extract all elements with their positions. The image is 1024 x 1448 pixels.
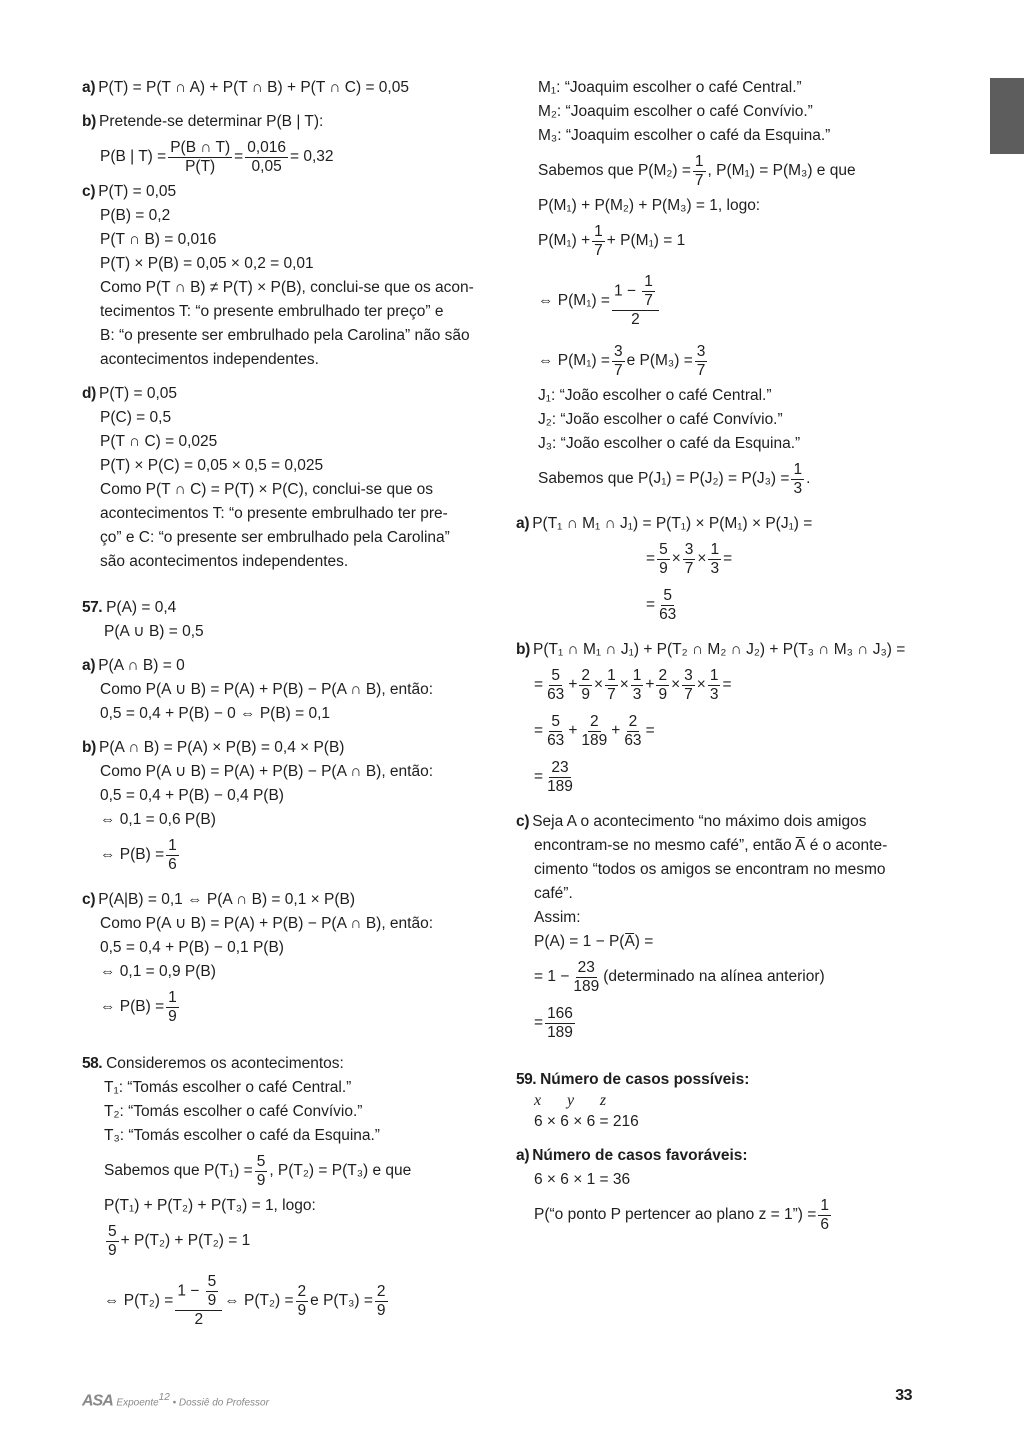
text-line: cimento “todos os amigos se encontram no mesmo xyxy=(534,861,886,878)
fraction: $\frac{3}{7}$ xyxy=(684,540,694,577)
formula-line: P(“o ponto P pertencer ao plano z = 1”) = $\frac{1}{6}$ xyxy=(534,1196,829,1233)
text-line: são acontecimentos independentes. xyxy=(100,553,349,570)
fraction: $\frac{1}{6}$ xyxy=(820,1196,829,1233)
text-line: Assim: xyxy=(534,909,581,926)
text-line: B: “o presente ser embrulhado pela Carolina” não são xyxy=(100,327,470,344)
text-line: P(T) × P(B) = 0,05 × 0,2 = 0,01 xyxy=(100,255,314,272)
formula-line: Sabemos que P(T₁) = $\frac{5}{9}$ , P(T₂) = P(T₃) e que xyxy=(104,1152,412,1189)
text-line: tecimentos T: “o presente embrulhado ter preço” e xyxy=(100,303,444,320)
item-text: P(A) = 0,4 xyxy=(106,599,177,616)
item-text: Pretende-se determinar P(B | T): xyxy=(99,113,324,130)
item-line xyxy=(516,1144,916,1168)
item-label: c) xyxy=(82,183,96,200)
text-line: M₂: “Joaquim escolher o café Convívio.” xyxy=(538,103,813,120)
text-line: café”. xyxy=(534,885,573,902)
item-label: a) xyxy=(82,657,96,674)
formula-line: = $\frac{5}{63}$ + $\frac{2}{189}$ + $\frac{2}{63}$ = xyxy=(534,712,655,749)
text-line: P(M₁) + P(M₂) + P(M₃) = 1, logo: xyxy=(538,197,761,214)
text-line: T₂: “Tomás escolher o café Convívio.” xyxy=(104,1103,363,1120)
item-line xyxy=(516,512,916,536)
formula-line: = 1 − $\frac{23}{189}$ (determinado na alínea anterior) xyxy=(534,958,825,995)
text-line: P(A) = 1 − P(A̅) = xyxy=(534,933,654,950)
item-label: a) xyxy=(516,1147,530,1164)
item-text: P(T) = 0,05 xyxy=(98,183,177,200)
fraction: $\frac{1}{3}$ xyxy=(709,666,719,703)
text-line: J₂: “João escolher o café Convívio.” xyxy=(538,411,783,428)
fraction: $\frac{3}{7}$ xyxy=(696,342,706,379)
item-text: P(T) = 0,05 xyxy=(99,385,177,402)
fraction: $\frac{5}{9}$ xyxy=(659,540,668,577)
item-text: P(T₁ ∩ M₁ ∩ J₁) = P(T₁) × P(M₁) × P(J₁) = xyxy=(532,515,813,532)
fraction: $\frac{1}{7}$ xyxy=(607,666,616,703)
text-line: M₃: “Joaquim escolher o café da Esquina.” xyxy=(538,127,831,144)
text-line: 0,5 = 0,4 + P(B) − 0,4 P(B) xyxy=(100,787,284,804)
item-line xyxy=(82,1052,482,1076)
text-line: T₃: “Tomás escolher o café da Esquina.” xyxy=(104,1127,380,1144)
item-text: P(A|B) = 0,1 ⇔ P(A ∩ B) = 0,1 × P(B) xyxy=(98,891,355,908)
item-line xyxy=(82,654,482,678)
formula-line: = $\frac{23}{189}$ xyxy=(534,758,573,795)
item-text: P(A ∩ B) = P(A) × P(B) = 0,4 × P(B) xyxy=(99,739,345,756)
left-column xyxy=(82,76,482,1338)
item-line xyxy=(82,382,482,406)
item-line xyxy=(516,1068,916,1092)
text-line: P(B) = 0,2 xyxy=(100,207,171,224)
footer-brand: ASA Expoente$^{12}$ • Dossiê do Professor xyxy=(82,1392,269,1410)
right-column xyxy=(516,76,916,1238)
fraction: $\frac{5}{9}$ xyxy=(108,1222,117,1259)
fraction: $\frac{P(B \cap T)}{P(T)}$ xyxy=(170,138,231,175)
item-label: a) xyxy=(82,79,96,96)
fraction: $\frac{2}{9}$ xyxy=(581,666,590,703)
item-line xyxy=(516,810,916,834)
fraction: $\frac{1}{7}$ xyxy=(594,222,603,259)
text-line: ⇔ 0,1 = 0,9 P(B) xyxy=(100,963,216,980)
fraction: $\frac{3}{7}$ xyxy=(684,666,693,703)
text-line: T₁: “Tomás escolher o café Central.” xyxy=(104,1079,352,1096)
formula-line: = $\frac{166}{189}$ xyxy=(534,1004,573,1041)
fraction: $\frac{2}{9}$ xyxy=(297,1282,307,1319)
fraction: $\frac{1}{3}$ xyxy=(632,666,642,703)
text-line: encontram-se no mesmo café”, então A̅ é o aconte- xyxy=(534,837,888,854)
text-line: 6 × 6 × 1 = 36 xyxy=(534,1171,631,1188)
text-line: P(T₁) + P(T₂) + P(T₃) = 1, logo: xyxy=(104,1197,316,1214)
text-line: 0,5 = 0,4 + P(B) − 0 ⇔ P(B) = 0,1 xyxy=(100,705,331,722)
fraction: $\frac{2}{9}$ xyxy=(376,1282,386,1319)
text-line: ⇔ 0,1 = 0,6 P(B) xyxy=(100,811,216,828)
fraction: 1 − $\frac{1}{7}$ 2 xyxy=(612,273,659,329)
item-label: c) xyxy=(516,813,530,830)
item-text: Consideremos os acontecimentos: xyxy=(106,1055,344,1072)
item-text: Seja A o acontecimento “no máximo dois amigos xyxy=(532,813,867,830)
text-line: J₃: “João escolher o café da Esquina.” xyxy=(538,435,801,452)
fraction: $\frac{23}{189}$ xyxy=(573,958,600,995)
text-line: 6 × 6 × 6 = 216 xyxy=(534,1113,639,1130)
formula-line: ⇔ P(M₁) = $\frac{3}{7}$ e P(M₃) = $\frac{3}{7}$ xyxy=(538,342,706,379)
item-text: Número de casos favoráveis: xyxy=(532,1147,748,1164)
text-line: P(T ∩ B) = 0,016 xyxy=(100,231,217,248)
text-line: acontecimentos independentes. xyxy=(100,351,319,368)
item-label: 57. xyxy=(82,599,103,616)
fraction: $\frac{2}{9}$ xyxy=(658,666,668,703)
item-line xyxy=(82,180,482,204)
formula-line: = $\frac{5}{63}$ xyxy=(646,586,677,623)
item-line xyxy=(516,638,916,662)
formula-line: ⇔ P(T₂) = 1 − $\frac{5}{9}$ 2 ⇔ P(T₂) = $\frac{2}{9}$ e P(T₃) = $\frac{2}{9}$ xyxy=(104,1273,386,1328)
item-label: a) xyxy=(516,515,530,532)
page-number: 33 xyxy=(895,1387,912,1404)
formula-line: = $\frac{5}{63}$ + $\frac{2}{9}$ × $\frac{1}{7}$ × $\frac{1}{3}$ + $\frac{2}{9}$ × $\frac{3}{7}$ × $\frac{1}{3}$ = xyxy=(534,666,732,703)
formula-line: ⇔ P(B) = $\frac{1}{9}$ xyxy=(100,988,177,1025)
fraction: $\frac{2}{63}$ xyxy=(624,712,642,749)
fraction: $\frac{3}{7}$ xyxy=(613,342,623,379)
brand-logo: ASA xyxy=(82,1392,113,1410)
fraction: $\frac{0,016}{0,05}$ xyxy=(247,138,286,175)
fraction: 1 − $\frac{5}{9}$ 2 xyxy=(175,1273,222,1329)
item-line xyxy=(82,110,482,134)
item-line xyxy=(82,736,482,760)
fraction: $\frac{5}{63}$ xyxy=(547,666,565,703)
item-text: P(T) = P(T ∩ A) + P(T ∩ B) + P(T ∩ C) = 0,05 xyxy=(98,79,409,96)
item-text: P(A ∩ B) = 0 xyxy=(98,657,185,674)
item-label: b) xyxy=(82,113,97,130)
item-label: d) xyxy=(82,385,97,402)
text-line: Como P(A ∪ B) = P(A) + P(B) − P(A ∩ B), então: xyxy=(100,763,434,780)
text-line: ço” e C: “o presente ser embrulhado pela Carolina” xyxy=(100,529,450,546)
fraction: $\frac{2}{189}$ xyxy=(581,712,608,749)
text-line: Como P(T ∩ C) = P(T) × P(C), conclui-se que os xyxy=(100,481,434,498)
formula-line: Sabemos que P(M₂) = $\frac{1}{7}$ , P(M₁) = P(M₃) e que xyxy=(538,152,856,189)
text-line: Como P(A ∪ B) = P(A) + P(B) − P(A ∩ B), então: xyxy=(100,681,434,698)
fraction: $\frac{1}{6}$ xyxy=(168,836,177,873)
item-text: P(T₁ ∩ M₁ ∩ J₁) + P(T₂ ∩ M₂ ∩ J₂) + P(T₃ ∩ M₃ ∩ J₃) = xyxy=(533,641,906,658)
text-line: P(C) = 0,5 xyxy=(100,409,172,426)
text-line: Como P(T ∩ B) ≠ P(T) × P(B), conclui-se que os acon- xyxy=(100,279,474,296)
fraction: $\frac{1}{7}$ xyxy=(644,273,653,309)
formula-line: Sabemos que P(J₁) = P(J₂) = P(J₃) = $\frac{1}{3}$ . xyxy=(538,460,811,497)
formula-line: = $\frac{5}{9}$ × $\frac{3}{7}$ × $\frac{1}{3}$ = xyxy=(646,540,733,577)
text-line: acontecimentos T: “o presente embrulhado ter pre- xyxy=(100,505,448,522)
formula-line: P(B | T) = $\frac{P(B \cap T)}{P(T)}$ = $\frac{0,016}{0,05}$ = 0,32 xyxy=(100,138,334,175)
formula-line: $\frac{5}{9}$ + P(T₂) + P(T₂) = 1 xyxy=(108,1222,251,1259)
variable-labels: x y z xyxy=(534,1092,607,1109)
item-label: b) xyxy=(82,739,97,756)
fraction: $\frac{1}{7}$ xyxy=(694,152,704,189)
fraction: $\frac{5}{63}$ xyxy=(659,586,677,623)
text-line: P(T) × P(C) = 0,05 × 0,5 = 0,025 xyxy=(100,457,324,474)
text-line: Como P(A ∪ B) = P(A) + P(B) − P(A ∩ B), então: xyxy=(100,915,434,932)
product-name: Expoente xyxy=(116,1397,159,1409)
fraction: $\frac{166}{189}$ xyxy=(547,1004,573,1041)
fraction: $\frac{1}{3}$ xyxy=(710,540,720,577)
fraction: $\frac{23}{189}$ xyxy=(547,758,573,795)
fraction: $\frac{1}{3}$ xyxy=(793,460,803,497)
text-line: M₁: “Joaquim escolher o café Central.” xyxy=(538,79,802,96)
item-label: 58. xyxy=(82,1055,103,1072)
section-tab xyxy=(990,78,1024,154)
fraction: $\frac{5}{9}$ xyxy=(256,1152,266,1189)
fraction: $\frac{1}{9}$ xyxy=(168,988,177,1025)
item-label: b) xyxy=(516,641,531,658)
item-line xyxy=(82,76,482,100)
item-label: c) xyxy=(82,891,96,908)
formula-line: ⇔ P(B) = $\frac{1}{6}$ xyxy=(100,836,177,873)
text-line: J₁: “João escolher o café Central.” xyxy=(538,387,772,404)
text-line: P(T ∩ C) = 0,025 xyxy=(100,433,218,450)
formula-line: P(M₁) + $\frac{1}{7}$ + P(M₁) = 1 xyxy=(538,222,686,259)
fraction: $\frac{5}{63}$ xyxy=(547,712,565,749)
item-line xyxy=(82,888,482,912)
text-line: 0,5 = 0,4 + P(B) − 0,1 P(B) xyxy=(100,939,284,956)
item-label: 59. xyxy=(516,1071,537,1088)
formula-line: ⇔ P(M₁) = 1 − $\frac{1}{7}$ 2 xyxy=(516,264,916,338)
fraction: $\frac{5}{9}$ xyxy=(207,1273,217,1309)
item-line xyxy=(82,596,482,620)
text-line: P(A ∪ B) = 0,5 xyxy=(104,623,204,640)
item-text: Número de casos possíveis: xyxy=(540,1071,750,1088)
